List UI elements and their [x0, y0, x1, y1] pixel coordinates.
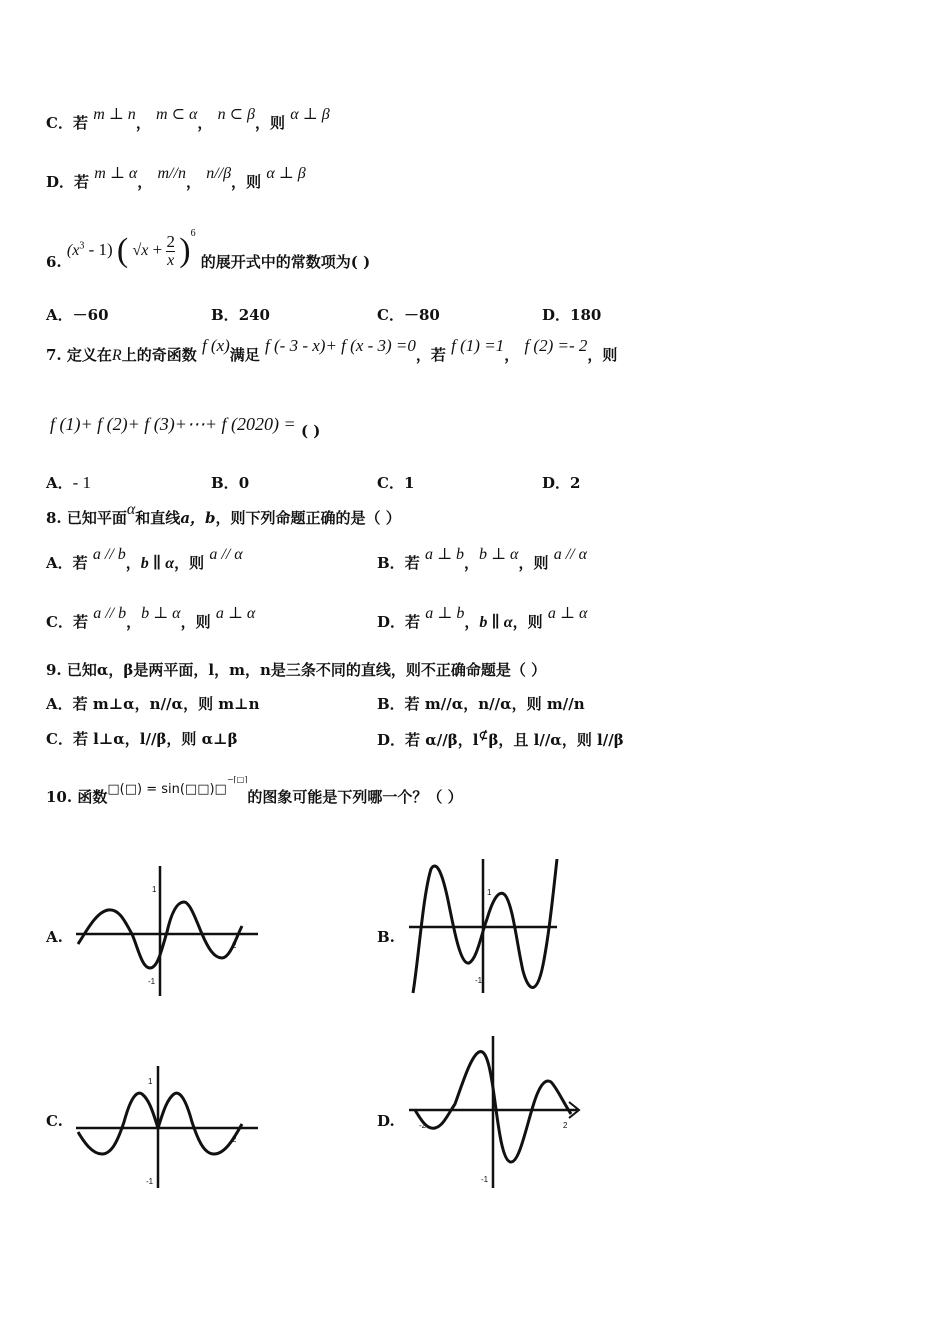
graph-d[interactable]: [405, 1032, 585, 1192]
q9-option-c[interactable]: C．若 l⊥α，l//β，则 α⊥β: [46, 730, 238, 748]
question-7-sum: f (1)+ f (2)+ f (3)+⋯+ f (2020) = ( ): [50, 414, 321, 440]
tick-label: 2: [563, 1121, 568, 1130]
question-10-stem: 10. 函数□(□) = sin(□□)□−⌈□⌉的图象可能是下列哪一个？（ ）: [46, 775, 463, 806]
tick-label: 2: [232, 1135, 237, 1144]
q5-option-d: D．若 m ⊥ α， m//n， n//β，则 α ⊥ β: [46, 165, 306, 191]
math-expression: n//β: [206, 165, 232, 182]
ze-text: 则: [270, 114, 286, 132]
math-expression: m ⊥ n: [93, 106, 136, 123]
graph-label-b[interactable]: B.: [377, 928, 395, 946]
math-expression: α ⊥ β: [266, 165, 306, 182]
q8-option-a[interactable]: A．若 a // b，b ∥ α，则 a // α: [46, 546, 243, 572]
question-7-stem: 7. 定义在R上的奇函数 f (x)满足 f (- 3 - x)+ f (x - 3) =0，若 f (1) =1， f (2) =- 2，则: [46, 336, 618, 364]
ze-text: 则: [246, 173, 262, 191]
graph-b[interactable]: [405, 855, 565, 1000]
tick-label: 1: [487, 888, 492, 897]
option-label: C．: [46, 114, 73, 132]
tick-label: 2: [232, 941, 237, 950]
tick-label: -1: [146, 1177, 154, 1186]
math-expression: m ⊂ α: [156, 106, 198, 123]
tick-label: -1: [481, 1175, 489, 1184]
question-8-stem: 8. 已知平面α和直线a，b，则下列命题正确的是（ ）: [46, 501, 401, 527]
q8-option-c[interactable]: C．若 a // b，b ⊥ α，则 a ⊥ α: [46, 605, 256, 631]
graph-label-c[interactable]: C.: [46, 1112, 63, 1130]
tick-label: 1: [148, 1077, 153, 1086]
curve: [78, 1093, 242, 1154]
q8-option-b[interactable]: B．若 a ⊥ b，b ⊥ α，则 a // α: [377, 546, 588, 572]
q7-option-c[interactable]: C．1: [377, 474, 415, 492]
math-expression: n ⊂ β: [217, 106, 256, 123]
q9-option-d[interactable]: D．若 α//β，l⊄β，且 l//α，则 l//β: [377, 728, 624, 749]
q7-option-b[interactable]: B．0: [211, 474, 250, 492]
binomial-expression: $(x^3 - 1)$ ( √x + $\frac{2}{x}$ )$^6$: [66, 228, 196, 269]
graph-c[interactable]: [72, 1062, 262, 1192]
q9-option-a[interactable]: A．若 m⊥α，n//α，则 m⊥n: [46, 695, 260, 713]
math-expression: α ⊥ β: [290, 106, 330, 123]
question-6-text: 的展开式中的常数项为( ): [200, 252, 371, 271]
graph-label-d[interactable]: D.: [377, 1112, 395, 1130]
q9-option-b[interactable]: B．若 m//α，n//α，则 m//n: [377, 695, 585, 713]
q7-option-d[interactable]: D．2: [542, 474, 581, 492]
tick-label: 1: [152, 885, 157, 894]
math-expression: m ⊥ α: [94, 165, 138, 182]
tick-label: -1: [148, 977, 156, 986]
question-6-stem: [46, 230, 370, 274]
q8-option-d[interactable]: D．若 a ⊥ b，b ∥ α，则 a ⊥ α: [377, 605, 588, 631]
tick-label: -2: [419, 1121, 427, 1130]
q6-option-a[interactable]: A．－60: [46, 306, 109, 324]
math-expression: m//n: [157, 165, 186, 182]
ruo-text: 若: [72, 114, 88, 132]
q7-option-a[interactable]: A．- 1: [46, 473, 92, 492]
question-number: 6.: [46, 252, 62, 271]
tick-label: -1: [475, 976, 483, 985]
ruo-text: 若: [74, 173, 90, 191]
graph-label-a[interactable]: A.: [46, 928, 63, 946]
question-9-stem: 9. 已知α，β是两平面，l，m，n是三条不同的直线，则不正确命题是（ ）: [46, 661, 547, 679]
q5-option-c: C．若 m ⊥ n， m ⊂ α， n ⊂ β，则 α ⊥ β: [46, 106, 330, 132]
option-label: D．: [46, 173, 75, 191]
q6-option-c[interactable]: C．－80: [377, 306, 440, 324]
q6-option-d[interactable]: D．180: [542, 306, 602, 324]
graph-a[interactable]: [72, 862, 262, 1002]
q6-option-b[interactable]: B．240: [211, 306, 270, 324]
